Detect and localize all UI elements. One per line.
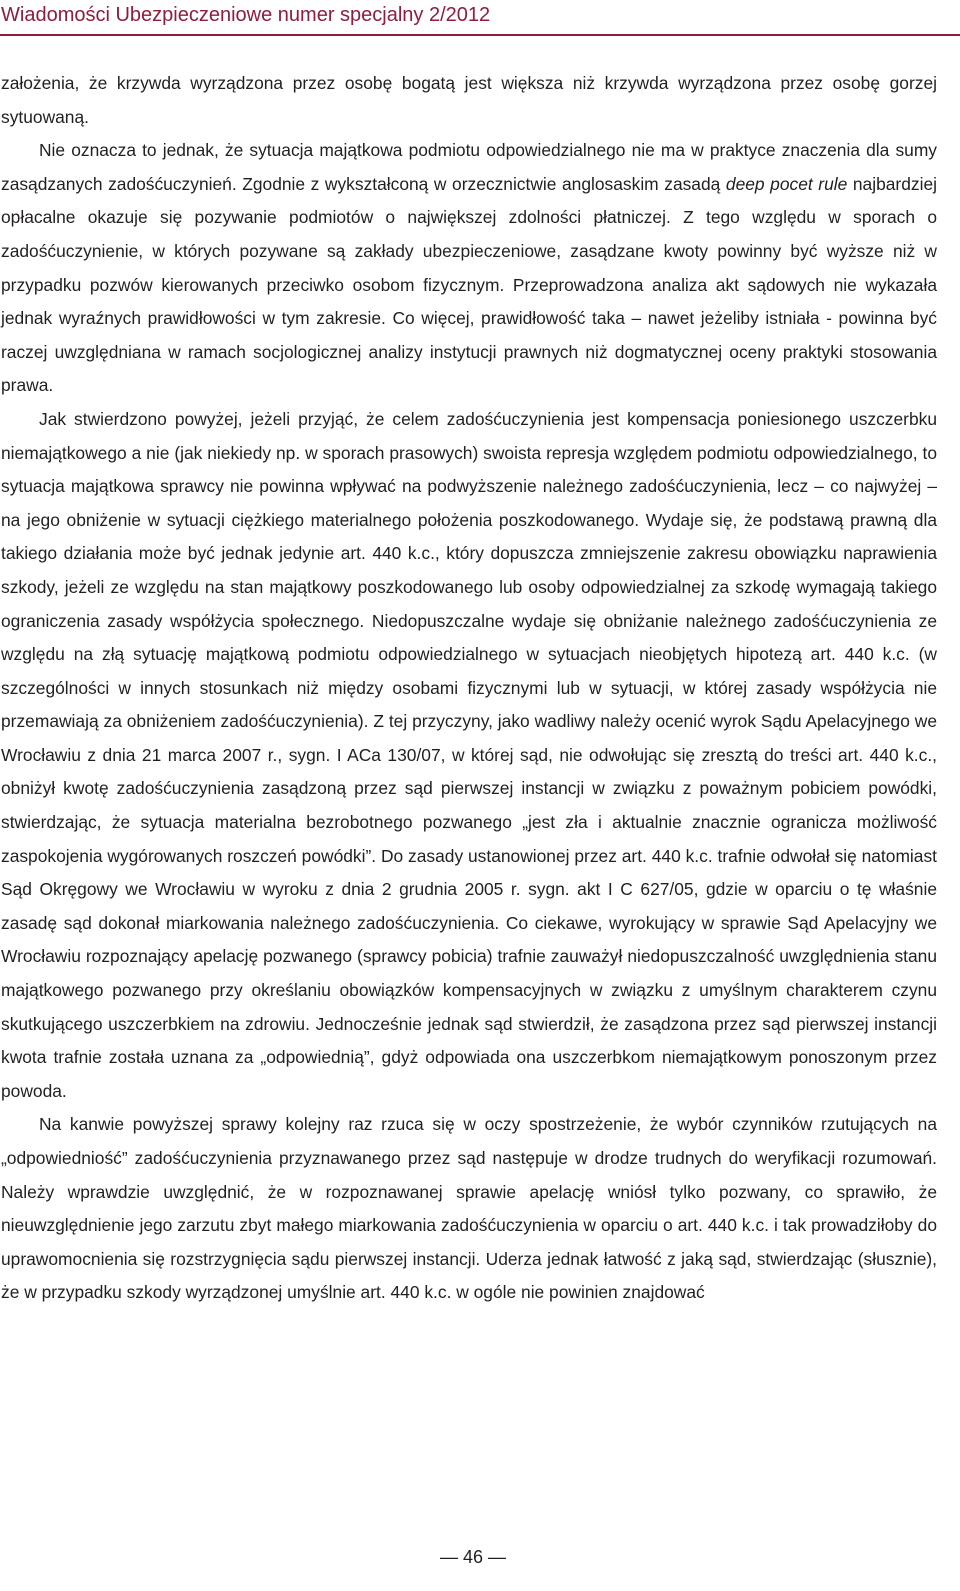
italic-term: deep pocet rule xyxy=(725,173,848,194)
paragraph: Na kanwie powyższej sprawy kolejny raz rzuca się w oczy spostrzeżenie, że wybór czynników rzutujących na „odpowiedniość” zadośćuczynienia przyznawanego przez sąd następuje w drodze trudnych do weryfikacji rozumowań. Należy wprawdzie uwzględnić, że w rozpoznawanej sprawie apelację wniósł tylko pozwany, co sprawiło, że nieuwzględnienie jego zarzutu zbyt małego miarkowania zadośćuczynienia w oparciu o art. 440 k.c. i tak prowadziłoby do uprawomocnienia się rozstrzygnięcia sądu pierwszej instancji. Uderza jednak łatwość z jaką sąd, stwierdzając (słusznie), że w przypadku szkody wyrządzonej umyślnie art. 440 k.c. w ogóle nie powinien znajdować xyxy=(1,1114,937,1303)
running-header xyxy=(0,0,960,33)
paragraph xyxy=(1,134,937,403)
article-body xyxy=(1,67,937,1310)
paragraph-text: Nie oznacza to jednak, że sytuacja majątkowa podmiotu odpowiedzialnego nie ma w praktyce znaczenia dla sumy zasądzanych zadośćuczynień. Zgodnie z wykształconą w orzecznictwie anglosaskim zasadą xyxy=(1,140,937,194)
paragraph: Jak stwierdzono powyżej, jeżeli przyjąć, że celem zadośćuczynienia jest kompensacja poniesionego uszczerbku niemajątkowego a nie (jak niekiedy np. w sporach prasowych) swoista represja względem podmiotu odpowiedzialnego, to sytuacja majątkowa sprawcy nie powinna wpływać na podwyższenie należnego zadośćuczynienia, lecz – co najwyżej – na jego obniżenie w sytuacji ciężkiego materialnego położenia poszkodowanego. Wydaje się, że podstawą prawną dla takiego działania może być jednak jedynie art. 440 k.c., który dopuszcza zmniejszenie zakresu obowiązku naprawienia szkody, jeżeli ze względu na stan majątkowy poszkodowanego lub osoby odpowiedzialnej za szkodę wymagają takiego ograniczenia zasady współżycia społecznego. Niedopuszczalne wydaje się obniżanie należnego zadośćuczynienia ze względu na złą sytuację majątkową podmiotu odpowiedzialnego w sytuacjach nieobjętych hipotezą art. 440 k.c. (w szczególności w innych stosunkach niż między osobami fizycznymi lub w sytuacji, w której zasady współżycia nie przemawiają za obniżeniem zadośćuczynienia). Z tej przyczyny, jako wadliwy należy ocenić wyrok Sądu Apelacyjnego we Wrocławiu z dnia 21 marca 2007 r., sygn. I ACa 130/07, w której sąd, nie odwołując się zresztą do treści art. 440 k.c., obniżył kwotę zadośćuczynienia zasądzoną przez sąd pierwszej instancji w związku z poważnym pobiciem powódki, stwierdzając, że sytuacja materialna bezrobotnego pozwanego „jest zła i aktualnie znacznie ogranicza możliwość zaspokojenia wygórowanych roszczeń powódki”. Do zasady ustanowionej przez art. 440 k.c. trafnie odwołał się natomiast Sąd Okręgowy we Wrocławiu w wyroku z dnia 2 grudnia 2005 r. sygn. akt I C 627/05, gdzie w oparciu o tę właśnie zasadę sąd dokonał miarkowania należnego zadośćuczynienia. Co ciekawe, wyrokujący w sprawie Sąd Apelacyjny we Wrocławiu rozpoznający apelację pozwanego (sprawcy pobicia) trafnie zauważył niedopuszczalność uwzględnienia stanu majątkowego pozwanego przy określaniu obowiązków kompensacyjnych w związku z umyślnym charakterem czynu skutkującego uszczerbkiem na zdrowiu. Jednocześnie jednak sąd stwierdził, że zasądzona przez sąd pierwszej instancji kwota trafnie została uznana za „odpowiednią”, gdyż odpowiada ona uszczerbkom niemajątkowym ponoszonym przez powoda. xyxy=(1,408,937,1101)
header-divider xyxy=(0,34,960,36)
journal-running-title: Wiadomości Ubezpieczeniowe numer specjalny 2/2012 xyxy=(1,4,491,26)
paragraph-text: najbardziej opłacalne okazuje się pozywanie podmiotów o największej zdolności płatniczej. Z tego względu w sporach o zadośćuczynienie, w których pozywane są zakłady ubezpieczeniowe, zasądzane kwoty powinny być wyższe niż w przypadku pozwów kierowanych przeciwko osobom fizycznym. Przeprowadzona analiza akt sądowych nie wykazała jednak wyraźnych prawidłowości w tym zakresie. Co więcej, prawidłowość taka – nawet jeżeliby istniała - powinna być raczej uwzględniana w ramach socjologicznej analizy instytucji prawnych niż dogmatycznej oceny praktyki stosowania prawa. xyxy=(1,173,937,396)
paragraph: założenia, że krzywda wyrządzona przez osobę bogatą jest większa niż krzywda wyrządzona przez osobę gorzej sytuowaną. xyxy=(1,73,937,127)
page-footer xyxy=(0,1541,960,1575)
page-number: — 46 — xyxy=(440,1547,507,1567)
